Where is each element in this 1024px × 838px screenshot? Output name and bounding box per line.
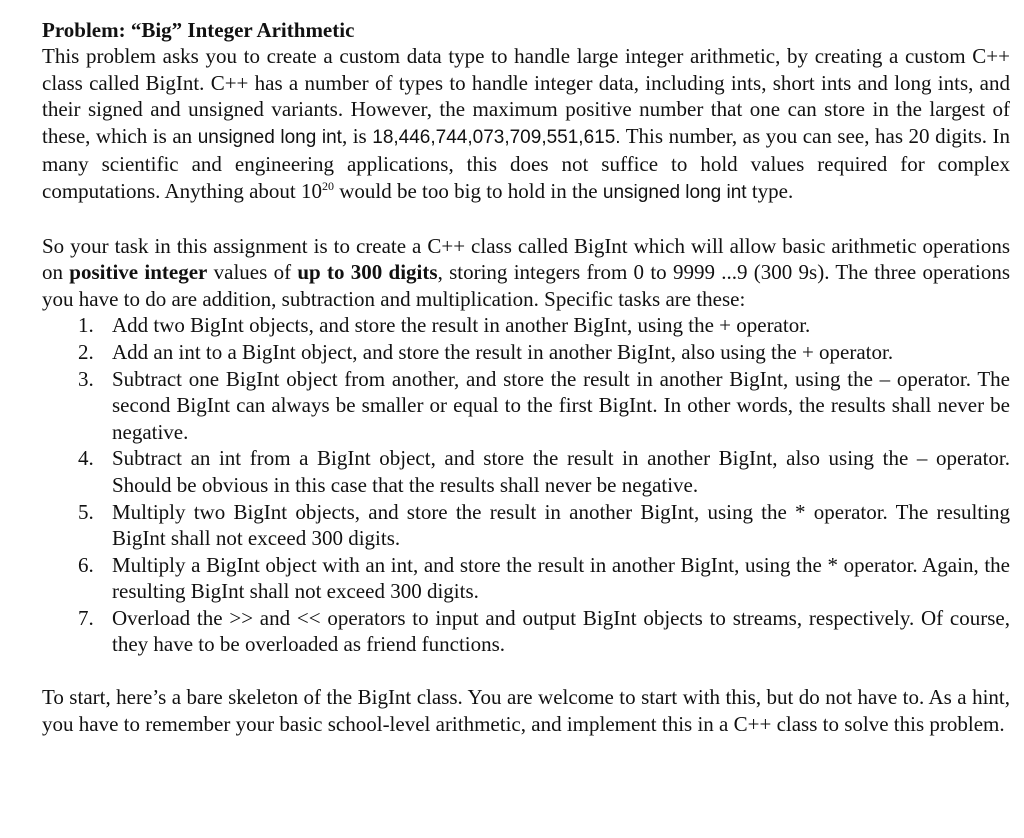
list-item-text: Add an int to a BigInt object, and store the result in another BigInt, also using the + operator. [112,339,894,364]
list-item [42,366,1010,446]
task-list [42,312,1010,658]
list-item-text: Subtract an int from a BigInt object, and store the result in another BigInt, also using the – operator. Should be obvious in this case that the results shall never be negative. [112,446,1010,497]
list-item-number: 1. [78,313,94,338]
spacer [42,658,1010,684]
list-item [42,552,1010,605]
closing-paragraph: To start, here’s a bare skeleton of the BigInt class. You are welcome to start with this, but do not have to. As a hint, you have to remember your basic school-level arithmetic, and implement this in a C++ class to solve this problem. [42,685,1010,736]
problem-title: Problem: “Big” Integer Arithmetic [42,18,355,42]
task-text-3: , storing integers from 0 to 9999 ...9 (300 9s). The three operations you have to do are addition, subtraction and multiplication. Specific tasks are these: [42,260,1010,311]
list-item [42,605,1010,658]
intro-text-1: This problem asks you to create a custom data type to handle large integer arithmetic, by creating a custom C++ class called BigInt. C++ has a number of types to handle integer data, including ints, short ints and long ints, and their signed and unsigned variants. However, the maximum positive number that one can store in the largest of these, which is an [42,44,1010,148]
intro-text-4: would be too big to hold in the [333,178,603,203]
task-paragraph [42,233,1010,313]
bold-positive-integer: positive integer [69,260,208,285]
list-item [42,499,1010,552]
bold-300-digits: up to 300 digits [297,260,438,285]
intro-text-3: This number, as you can see, has 20 digits. In many scientific and engineering applications, this does not suffice to hold values required for complex computations. Anything about 10 [42,123,1011,203]
code-unsigned-long-int: unsigned long int [197,126,342,148]
list-item [42,445,1010,498]
code-unsigned-long-int-2: unsigned long int [602,181,747,203]
list-item-number: 3. [78,366,94,391]
list-item-text: Overload the >> and << operators to input and output BigInt objects to streams, respectively. Of course, they have to be overloaded as friend functions. [112,605,1010,657]
spacer [42,207,1010,233]
exponent: 20 [321,178,334,193]
list-item [42,312,1010,339]
intro-text-2: , is [341,123,373,148]
list-item-number: 2. [78,339,94,364]
code-max-value: 18,446,744,073,709,551,615. [372,126,621,148]
list-item-number: 4. [78,446,94,471]
list-item-number: 6. [78,552,94,577]
list-item-number: 7. [78,605,94,630]
list-item-text: Add two BigInt objects, and store the result in another BigInt, using the + operator. [112,313,811,338]
task-text-2: values of [207,260,298,285]
intro-text-5: type. [746,178,794,203]
list-item-text: Multiply two BigInt objects, and store the result in another BigInt, using the * operator. The resulting BigInt shall not exceed 300 digits. [112,499,1010,551]
list-item [42,339,1010,366]
list-item-text: Multiply a BigInt object with an int, and store the result in another BigInt, using the * operator. Again, the resulting BigInt shall not exceed 300 digits. [112,552,1010,604]
list-item-text: Subtract one BigInt object from another, and store the result in another BigInt, using the – operator. The second BigInt can always be smaller or equal to the first BigInt. In other words, the results shall never be negative. [112,366,1010,444]
list-item-number: 5. [78,499,94,524]
intro-paragraph [42,43,1010,207]
task-text-1: So your task in this assignment is to create a C++ class called BigInt which will allow basic arithmetic operations on [42,233,1010,285]
